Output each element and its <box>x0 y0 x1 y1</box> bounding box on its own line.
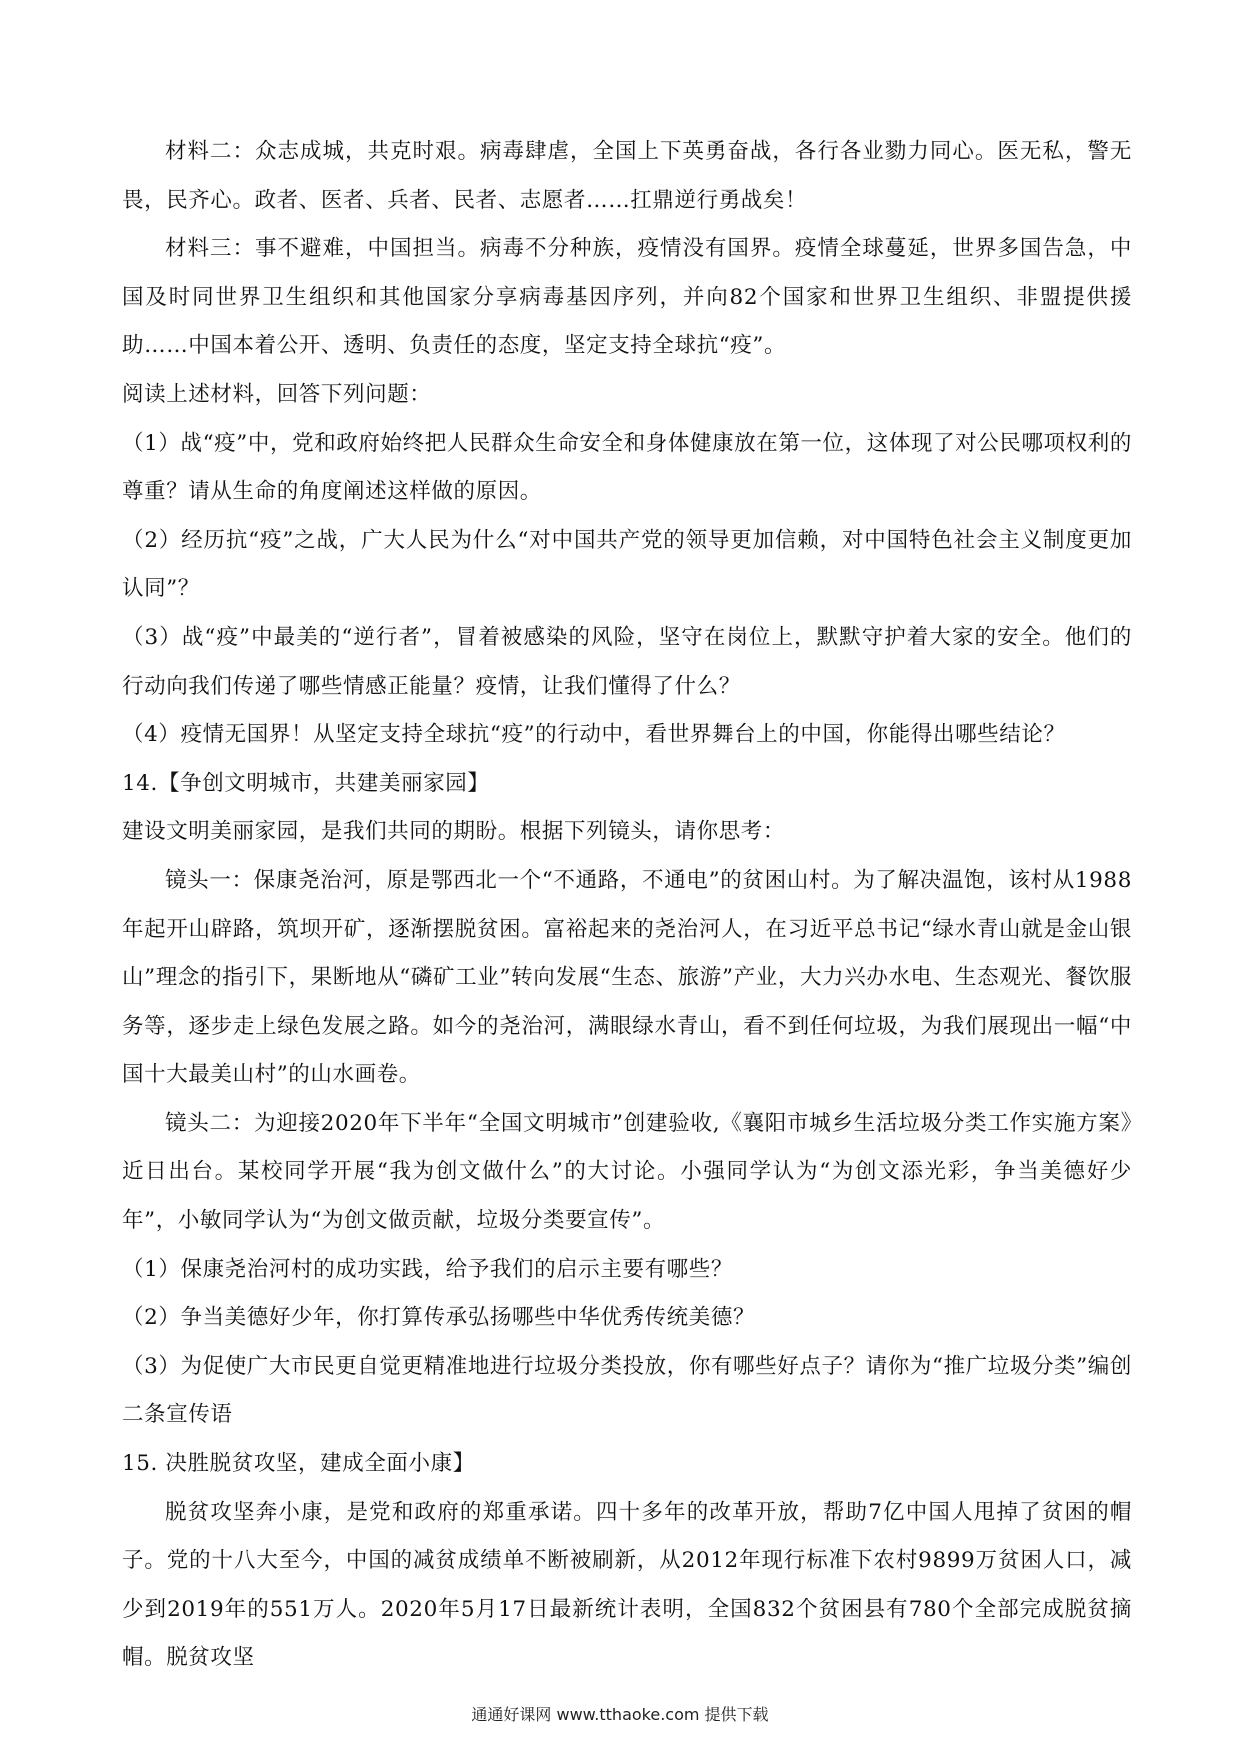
question-14-3: （3）为促使广大市民更自觉更精准地进行垃圾分类投放，你有哪些好点子？请你为“推广垃圾分类”编创二条宣传语 <box>122 1353 1132 1428</box>
question-13-3: （3）战“疫”中最美的“逆行者”，冒着被感染的风险，坚守在岗位上，默默守护着大家的安全。他们的行动向我们传递了哪些情感正能量？疫情，让我们懂得了什么？ <box>122 624 1132 699</box>
question-14-1: （1）保康尧治河村的成功实践，给予我们的启示主要有哪些？ <box>122 1256 733 1282</box>
page-footer: 通通好课网 www.tthaoke.com 提供下载 <box>471 1705 769 1724</box>
question-13-2: （2）经历抗“疫”之战，广大人民为什么“对中国共产党的领导更加信赖，对中国特色社会主义制度更加认同”？ <box>122 527 1132 602</box>
question-13-1: （1）战“疫”中，党和政府始终把人民群众生命安全和身体健康放在第一位，这体现了对公民哪项权利的尊重？请从生命的角度阐述这样做的原因。 <box>122 430 1132 505</box>
question-13-4: （4）疫情无国界！从坚定支持全球抗“疫”的行动中，看世界舞台上的中国，你能得出哪些结论？ <box>122 722 1066 748</box>
material-three-paragraph: 材料三：事不避难，中国担当。病毒不分种族，疫情没有国界。疫情全球蔓延，世界多国告急，中国及时同世界卫生组织和其他国家分享病毒基因序列，并向82个国家和世界卫生组织、非盟提供援助……中国本着公开、透明、负责任的态度，坚定支持全球抗“疫”。 <box>122 236 1132 359</box>
reading-instruction: 阅读上述材料，回答下列问题： <box>122 381 432 407</box>
scene-one-paragraph: 镜头一：保康尧治河，原是鄂西北一个“不通路，不通电”的贫困山村。为了解决温饱，该村从1988年起开山辟路，筑坝开矿，逐渐摆脱贫困。富裕起来的尧治河人，在习近平总书记“绿水青山就是金山银山”理念的指引下，果断地从“磷矿工业”转向发展“生态、旅游”产业，大力兴办水电、生态观光、餐饮服务等，逐步走上绿色发展之路。如今的尧治河，满眼绿水青山，看不到任何垃圾，为我们展现出一幅“中国十大最美山村”的山水画卷。 <box>122 867 1132 1088</box>
question-15-heading: 15. 决胜脱贫攻坚，建成全面小康】 <box>122 1451 475 1477</box>
question-14-2: （2）争当美德好少年，你打算传承弘扬哪些中华优秀传统美德？ <box>122 1305 756 1331</box>
document-body <box>122 128 1132 1683</box>
material-two-paragraph: 材料二：众志成城，共克时艰。病毒肆虐，全国上下英勇奋战，各行各业勠力同心。医无私，警无畏，民齐心。政者、医者、兵者、民者、志愿者……扛鼎逆行勇战矣！ <box>122 139 1132 213</box>
scene-two-paragraph: 镜头二：为迎接2020年下半年“全国文明城市”创建验收,《襄阳市城乡生活垃圾分类工作实施方案》近日出台。某校同学开展“我为创文做什么”的大讨论。小强同学认为“为创文添光彩，争当美德好少年”，小敏同学认为“为创文做贡献，垃圾分类要宣传”。 <box>122 1110 1132 1234</box>
question-14-heading: 14.【争创文明城市，共建美丽家园】 <box>122 770 490 796</box>
question-15-paragraph: 脱贫攻坚奔小康，是党和政府的郑重承诺。四十多年的改革开放，帮助7亿中国人甩掉了贫困的帽子。党的十八大至今，中国的减贫成绩单不断被刷新，从2012年现行标准下农村9899万贫困人口，减少到2019年的551万人。2020年5月17日最新统计表明，全国832个贫困县有780个全部完成脱贫摘帽。脱贫攻坚 <box>122 1499 1132 1671</box>
question-14-intro: 建设文明美丽家园，是我们共同的期盼。根据下列镜头，请你思考： <box>122 819 786 845</box>
